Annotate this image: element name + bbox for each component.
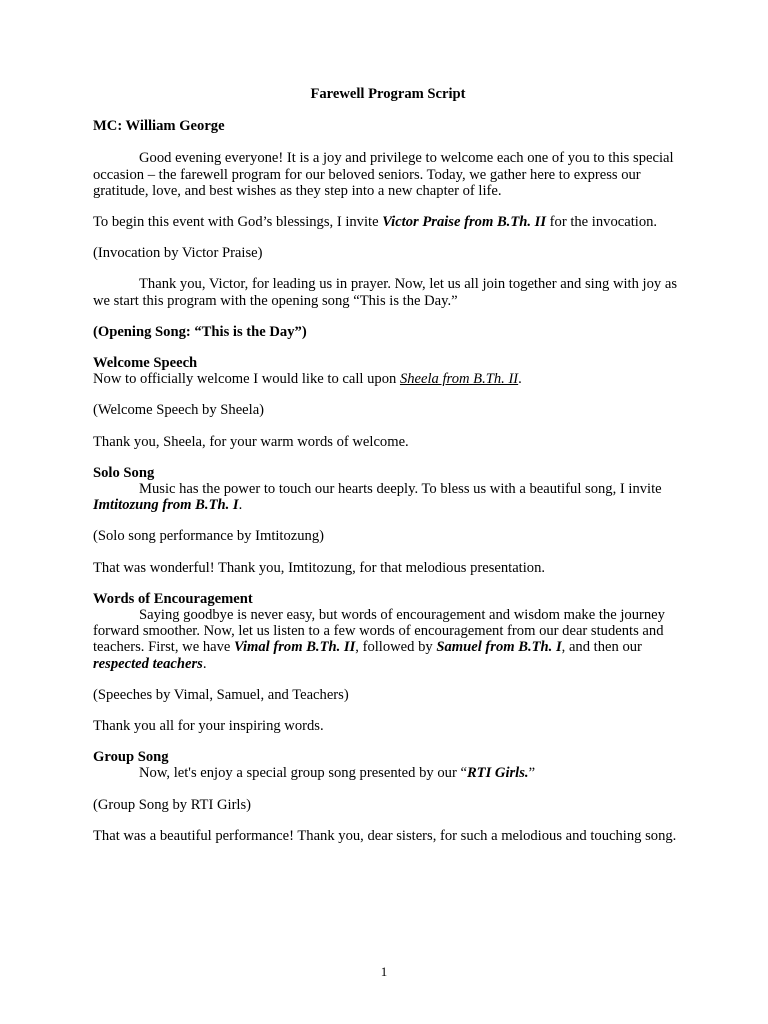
text: for the invocation. — [546, 214, 658, 231]
text: , and then our — [561, 639, 642, 656]
text: To begin this event with God’s blessings, I invite — [93, 214, 383, 231]
section-heading: Solo Song — [93, 464, 155, 481]
document-body — [93, 86, 683, 859]
stage-direction: (Welcome Speech by Sheela) — [93, 402, 265, 419]
paragraph-invocation-invite — [93, 214, 683, 230]
text: . — [518, 371, 522, 388]
invitee-name: Victor Praise from B.Th. II — [382, 214, 547, 231]
section-heading: Welcome Speech — [93, 355, 198, 372]
section-group-song — [93, 749, 683, 781]
text: , followed by — [355, 639, 437, 656]
invitee-name: Samuel from B.Th. I — [436, 639, 562, 656]
invitee-name: Imtitozung from B.Th. I — [93, 497, 239, 514]
invitee-name: Vimal from B.Th. II — [234, 639, 356, 656]
section-heading: Group Song — [93, 749, 169, 766]
text: . — [238, 497, 243, 514]
paragraph-thanks-sisters: That was a beautiful performance! Thank you, dear sisters, for such a melodious and touching song. — [93, 827, 677, 844]
paragraph-thanks-all: Thank you all for your inspiring words. — [93, 718, 324, 735]
text: ” — [528, 765, 536, 782]
stage-direction-bold: (Opening Song: “This is the Day”) — [93, 323, 307, 340]
stage-direction: (Solo song performance by Imtitozung) — [93, 528, 325, 545]
text: Saying goodbye is never easy, but words of encouragement and wisdom make the journey forward smoother. Now, let us listen to a few words of encouragement from our dear students and teachers. First, we have — [93, 607, 665, 656]
stage-direction: (Group Song by RTI Girls) — [93, 796, 252, 813]
invitee-name: RTI Girls. — [466, 765, 529, 782]
text: Now to officially welcome I would like to call upon — [93, 371, 400, 388]
text: Music has the power to touch our hearts deeply. To bless us with a beautiful song, I invite — [139, 481, 662, 498]
section-text — [93, 481, 683, 513]
section-text — [93, 765, 683, 781]
section-welcome — [93, 355, 683, 387]
paragraph-thanks-victor: Thank you, Victor, for leading us in prayer. Now, let us all join together and sing with joy as we start this program with the opening song “This is the Day.” — [93, 276, 678, 309]
section-solo — [93, 465, 683, 514]
paragraph-thanks-sheela: Thank you, Sheela, for your warm words of welcome. — [93, 433, 409, 450]
paragraph-opening: Good evening everyone! It is a joy and privilege to welcome each one of you to this special occasion – the farewell program for our beloved seniors. Today, we gather here to express our gratitude, love, and best wishes as they step into a new chapter of life. — [93, 150, 674, 199]
mc-name: MC: William George — [93, 118, 225, 135]
stage-direction: (Speeches by Vimal, Samuel, and Teachers) — [93, 686, 349, 703]
page-number: 1 — [380, 964, 388, 979]
text: Now, let's enjoy a special group song presented by our “ — [139, 765, 467, 782]
section-text — [93, 607, 683, 672]
stage-direction: (Invocation by Victor Praise) — [93, 245, 263, 262]
invitee-name: respected teachers — [93, 655, 203, 672]
document-title: Farewell Program Script — [310, 86, 466, 102]
invitee-name: Sheela from B.Th. II — [399, 371, 519, 388]
text: . — [202, 655, 207, 672]
section-encouragement — [93, 591, 683, 672]
paragraph-thanks-imtitozung: That was wonderful! Thank you, Imtitozung, for that melodious presentation. — [93, 559, 546, 576]
section-heading: Words of Encouragement — [93, 590, 253, 607]
